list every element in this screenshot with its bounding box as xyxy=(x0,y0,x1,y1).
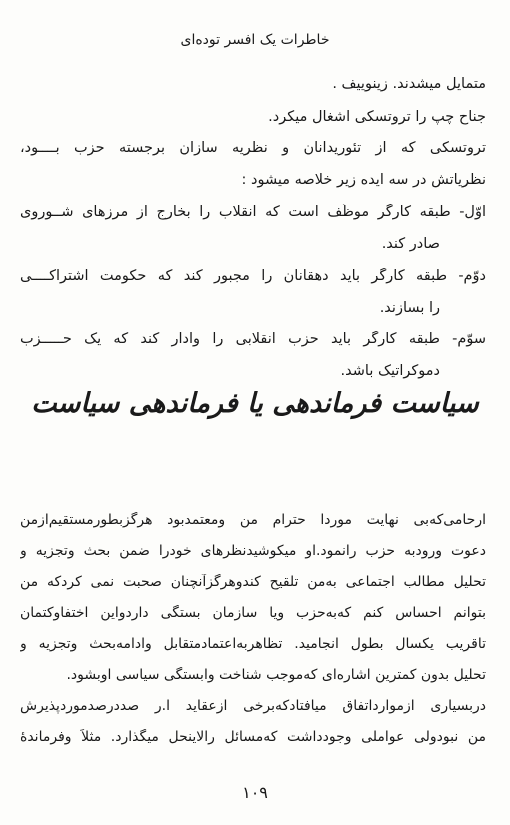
text-line: متمایل میشدند. زینوییف . xyxy=(332,76,486,92)
text-line: بتوانم احساس کنم که‌به‌حزب ویا سازمان بستگی داردواین اختفاوکتمان xyxy=(20,605,486,621)
text-line: را بسازند. xyxy=(379,300,440,316)
text-line: جناح چپ را تروتسکی اشغال میکرد. xyxy=(268,109,486,125)
text-line: دعوت ورود‌به حزب رانمود.او میکوشید‌نظرهای خودرا ضمن بحث وتجزیه و xyxy=(20,543,486,559)
text-line: ارحامی‌که‌بی نهایت موردا حترام من ومعتمدبود هرگزبطورمستقیم‌ازمن xyxy=(20,512,486,528)
text-line: من نبودولی عواملی وجودداشت که‌مسائل رالاینحل میگذارد. مثلاً وفرماندهٔ xyxy=(20,729,486,745)
text-line: اوّل- طبقه کارگر موظّف است که انقلاب را بخارج از مرزهای شــوروی xyxy=(20,204,486,220)
running-title: خاطرات یک افسر توده‌ای xyxy=(180,32,330,48)
text-line: صادر کند. xyxy=(381,236,440,252)
text-line: نظریاتش در سه ایده زیر خلاصه میشود : xyxy=(241,172,486,188)
text-line: تاقریب یکسال بطول انجامید. تظاهربه‌اعتمادمتقابل وادامه‌بحث وتجزیه و xyxy=(20,636,486,652)
text-line: تحلیل بدون کمترین اشاره‌ای که‌موجب شناخت وابستگی سیاسی او‌بشود. xyxy=(66,667,486,683)
text-line: سوّم- طبقه کارگر باید حزب انقلابی را وادار کند که یک حـــــزب xyxy=(20,331,486,347)
text-line: تحلیل مطالب اجتماعی به‌من تلقیح کندوهرگزآنچنان صحبت نمی کردکه من xyxy=(20,574,486,590)
text-line: دوّم- طبقه کارگر باید دهقانان را مجبور کند که حکومت اشتراکــــی xyxy=(20,268,486,284)
text-line: دربسیاری ازموارداتفاق میافتادکه‌برخی ازعقاید ا.ر صددرصدموردپذیرش xyxy=(20,698,486,714)
page-number: ۱۰۹ xyxy=(242,783,268,802)
section-heading: سیاست فرماندهی یا فرماندهی سیاست xyxy=(31,388,479,419)
text-line: دموکراتیک باشد. xyxy=(340,363,440,379)
text-line: تروتسکی که از تئوریدانان و نظریه سازان برجسته حزب بــــود، xyxy=(20,140,486,156)
